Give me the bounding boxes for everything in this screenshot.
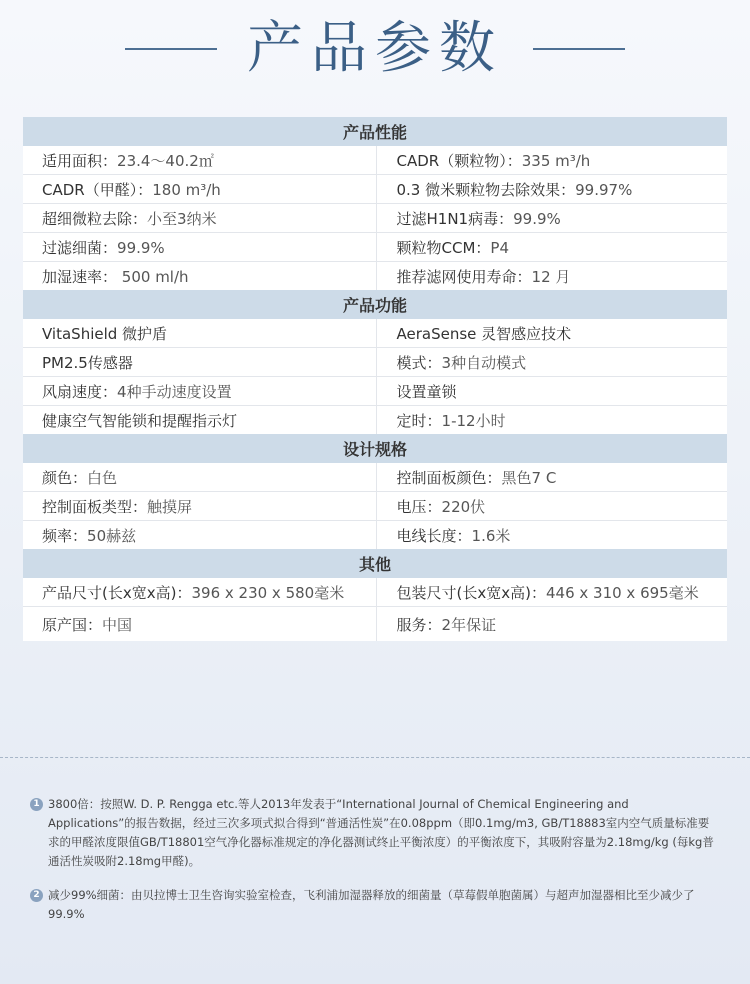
spec-row xyxy=(23,146,727,175)
section-header xyxy=(23,290,727,319)
spec-separator: ： xyxy=(102,151,118,170)
spec-separator: ： xyxy=(87,615,103,634)
spec-label: PM2.5传感器 xyxy=(42,353,133,372)
spec-separator: ： xyxy=(102,382,118,401)
section-header xyxy=(23,117,727,146)
header xyxy=(0,14,750,84)
spec-cell xyxy=(23,607,376,642)
spec-label: 定时 xyxy=(396,411,427,430)
spec-separator: ： xyxy=(560,180,576,199)
spec-cell xyxy=(23,521,376,550)
spec-cell xyxy=(23,348,376,377)
section-title: 产品性能 xyxy=(23,117,727,146)
spec-cell xyxy=(23,406,376,435)
spec-separator: ： xyxy=(176,583,192,602)
spec-label: 模式 xyxy=(396,353,427,372)
spec-label: 包装尺寸(长x宽x高) xyxy=(396,583,531,602)
spec-value: 黑色7 C xyxy=(501,468,557,487)
section-header xyxy=(23,549,727,578)
title-divider-left xyxy=(125,48,217,50)
spec-cell xyxy=(23,233,376,262)
spec-cell xyxy=(376,204,727,233)
footnote-1 xyxy=(30,795,720,871)
spec-row xyxy=(23,262,727,291)
spec-row xyxy=(23,578,727,607)
spec-separator: ： xyxy=(102,267,118,286)
spec-label: 电线长度 xyxy=(396,526,457,545)
spec-cell xyxy=(23,146,376,175)
spec-value: 中国 xyxy=(102,615,133,634)
spec-cell xyxy=(376,146,727,175)
spec-label: 电压 xyxy=(396,497,427,516)
spec-row xyxy=(23,463,727,492)
spec-table xyxy=(23,117,727,641)
spec-value: 99.9% xyxy=(117,238,165,257)
spec-label: 产品尺寸(长x宽x高) xyxy=(42,583,177,602)
spec-separator: ： xyxy=(132,209,148,228)
section-title: 设计规格 xyxy=(23,434,727,463)
spec-separator: ： xyxy=(137,180,153,199)
spec-label: 健康空气智能锁和提醒指示灯 xyxy=(42,411,238,430)
spec-label: 频率 xyxy=(42,526,73,545)
spec-value: 99.97% xyxy=(575,180,633,199)
spec-separator: ： xyxy=(426,353,442,372)
spec-cell xyxy=(23,492,376,521)
footnote-text: 减少99%细菌：由贝拉博士卫生咨询实验室检查，飞利浦加湿器释放的细菌量（草莓假单胞菌属）与超声加湿器相比至少减少了99.9% xyxy=(48,888,695,921)
spec-label: 控制面板颜色 xyxy=(396,468,487,487)
spec-value: 小至3纳米 xyxy=(147,209,217,228)
spec-value: 99.9% xyxy=(513,209,561,228)
spec-cell xyxy=(376,521,727,550)
spec-value: 335 m³/h xyxy=(521,151,591,170)
footnote-number-badge: 1 xyxy=(30,798,43,811)
spec-value: 4种手动速度设置 xyxy=(117,382,232,401)
spec-row xyxy=(23,204,727,233)
spec-cell xyxy=(23,204,376,233)
spec-label: 超细微粒去除 xyxy=(42,209,133,228)
spec-row xyxy=(23,377,727,406)
spec-row xyxy=(23,521,727,550)
spec-label: 原产国 xyxy=(42,615,88,634)
spec-label: 颜色 xyxy=(42,468,73,487)
spec-row xyxy=(23,233,727,262)
spec-value: 白色 xyxy=(87,468,118,487)
spec-cell xyxy=(376,175,727,204)
spec-separator: ： xyxy=(530,583,546,602)
spec-label: 加湿速率 xyxy=(42,267,103,286)
spec-cell xyxy=(23,463,376,492)
spec-cell xyxy=(376,607,727,642)
spec-label: CADR（颗粒物） xyxy=(396,151,507,170)
spec-separator: ： xyxy=(498,209,514,228)
spec-separator: ： xyxy=(426,497,442,516)
spec-label: 过滤H1N1病毒 xyxy=(396,209,499,228)
spec-separator: ： xyxy=(516,267,532,286)
spec-row xyxy=(23,607,727,642)
spec-cell xyxy=(376,319,727,348)
spec-cell xyxy=(376,578,727,607)
spec-separator: ： xyxy=(102,238,118,257)
spec-row xyxy=(23,175,727,204)
spec-value: 23.4～40.2㎡ xyxy=(117,151,214,170)
spec-cell xyxy=(23,578,376,607)
spec-label: 推荐滤网使用寿命 xyxy=(396,267,517,286)
spec-row xyxy=(23,319,727,348)
spec-value: 180 m³/h xyxy=(152,180,221,199)
spec-value: 1-12小时 xyxy=(441,411,506,430)
section-header xyxy=(23,434,727,463)
spec-cell xyxy=(376,463,727,492)
title-divider-right xyxy=(533,48,625,50)
spec-cell xyxy=(23,319,376,348)
spec-value: 50赫兹 xyxy=(87,526,137,545)
spec-label: 过滤细菌 xyxy=(42,238,103,257)
spec-separator: ： xyxy=(475,238,491,257)
spec-cell xyxy=(376,233,727,262)
spec-row xyxy=(23,492,727,521)
spec-cell xyxy=(376,406,727,435)
spec-cell xyxy=(376,492,727,521)
spec-value: 446 x 310 x 695毫米 xyxy=(545,583,699,602)
spec-value: 1.6米 xyxy=(471,526,511,545)
spec-label: 设置童锁 xyxy=(396,382,457,401)
section-title: 产品功能 xyxy=(23,290,727,319)
spec-value: 396 x 230 x 580毫米 xyxy=(191,583,345,602)
spec-cell xyxy=(23,262,376,291)
spec-label: VitaShield 微护盾 xyxy=(42,324,168,343)
spec-value: 500 ml/h xyxy=(117,267,189,286)
spec-label: 风扇速度 xyxy=(42,382,103,401)
spec-row xyxy=(23,406,727,435)
spec-separator: ： xyxy=(506,151,522,170)
spec-separator: ： xyxy=(456,526,472,545)
spec-label: CADR（甲醛） xyxy=(42,180,138,199)
spec-label: 服务 xyxy=(396,615,427,634)
footnote-text: 3800倍：按照W. D. P. Rengga etc.等人2013年发表于“International Journal of Chemical Engineering and Applications”的报告数据，经过三次多项式拟合得到“普通活性炭”在0.08ppm（即0.1mg/m3, GB/T18883室内空气质量标准要求的甲醛浓度限值GB/T18801空气净化器标准规定的净化器测试终止平衡浓度）的平衡浓度下，其吸附容量为2.18mg/kg (每kg普通活性炭吸附2.18mg甲醛)。 xyxy=(48,797,714,868)
spec-value: 触摸屏 xyxy=(147,497,193,516)
spec-value: P4 xyxy=(490,238,509,257)
spec-separator: ： xyxy=(426,615,442,634)
footnote-number-badge: 2 xyxy=(30,889,43,902)
spec-value: 12 月 xyxy=(531,267,571,286)
spec-cell xyxy=(376,348,727,377)
footnote-2 xyxy=(30,886,720,924)
spec-separator: ： xyxy=(132,497,148,516)
spec-separator: ： xyxy=(72,526,88,545)
spec-cell xyxy=(376,377,727,406)
spec-cell xyxy=(23,175,376,204)
spec-value: 2年保证 xyxy=(441,615,497,634)
spec-label: 0.3 微米颗粒物去除效果 xyxy=(396,180,561,199)
spec-row xyxy=(23,348,727,377)
spec-value: 3种自动模式 xyxy=(441,353,527,372)
spec-label: 适用面积 xyxy=(42,151,103,170)
spec-value: 220伏 xyxy=(441,497,486,516)
spec-label: 颗粒物CCM xyxy=(396,238,476,257)
section-title: 其他 xyxy=(23,549,727,578)
spec-cell xyxy=(376,262,727,291)
spec-separator: ： xyxy=(72,468,88,487)
spec-separator: ： xyxy=(426,411,442,430)
spec-label: AeraSense 灵智感应技术 xyxy=(396,324,572,343)
spec-label: 控制面板类型 xyxy=(42,497,133,516)
dashed-divider xyxy=(0,757,750,758)
spec-cell xyxy=(23,377,376,406)
page-title: 产品参数 xyxy=(247,16,503,81)
spec-separator: ： xyxy=(486,468,502,487)
